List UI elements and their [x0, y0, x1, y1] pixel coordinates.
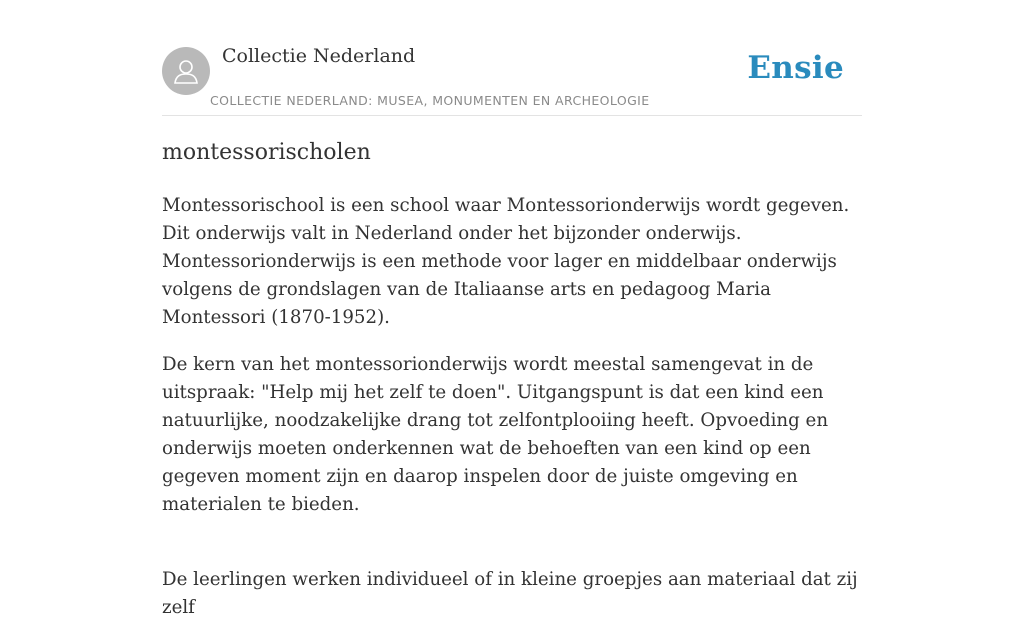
entry-body	[162, 192, 862, 641]
entry-paragraph: De kern van het montessorionderwijs wordt meestal samengevat in de uitspraak: "Help mij het zelf te doen". Uitgangspunt is dat een kind een natuurlijke, noodzakelijke drang tot zelfontplooiing heeft. Opvoeding en onderwijs moeten onderkennen wat de behoeften van een kind op een gegeven moment zijn en daarop inspelen door de juiste omgeving en materialen te bieden.	[162, 354, 829, 515]
entry-paragraph: Montessorischool is een school waar Montessorionderwijs wordt gegeven. Dit onderwijs valt in Nederland onder het bijzonder onderwijs. Montessorionderwijs is een methode voor lager en middelbaar onderwijs volgens de grondslagen van de Italiaanse arts en pedagoog Maria Montessori (1870-1952).	[162, 195, 850, 328]
collection-header	[162, 0, 862, 116]
entry-paragraph: De leerlingen werken individueel of in kleine groepjes aan materiaal dat zij zelf	[162, 569, 858, 618]
collection-subtitle: COLLECTIE NEDERLAND: MUSEA, MONUMENTEN EN ARCHEOLOGIE	[210, 93, 650, 108]
entry-title: montessorischolen	[162, 140, 371, 165]
content-container	[162, 0, 862, 618]
ensie-logo[interactable]: Ensie	[747, 50, 844, 86]
collection-name-link[interactable]: Collectie Nederland	[222, 45, 416, 67]
avatar[interactable]	[162, 47, 210, 95]
paragraph-spacer	[162, 538, 862, 566]
user-icon	[171, 56, 201, 86]
